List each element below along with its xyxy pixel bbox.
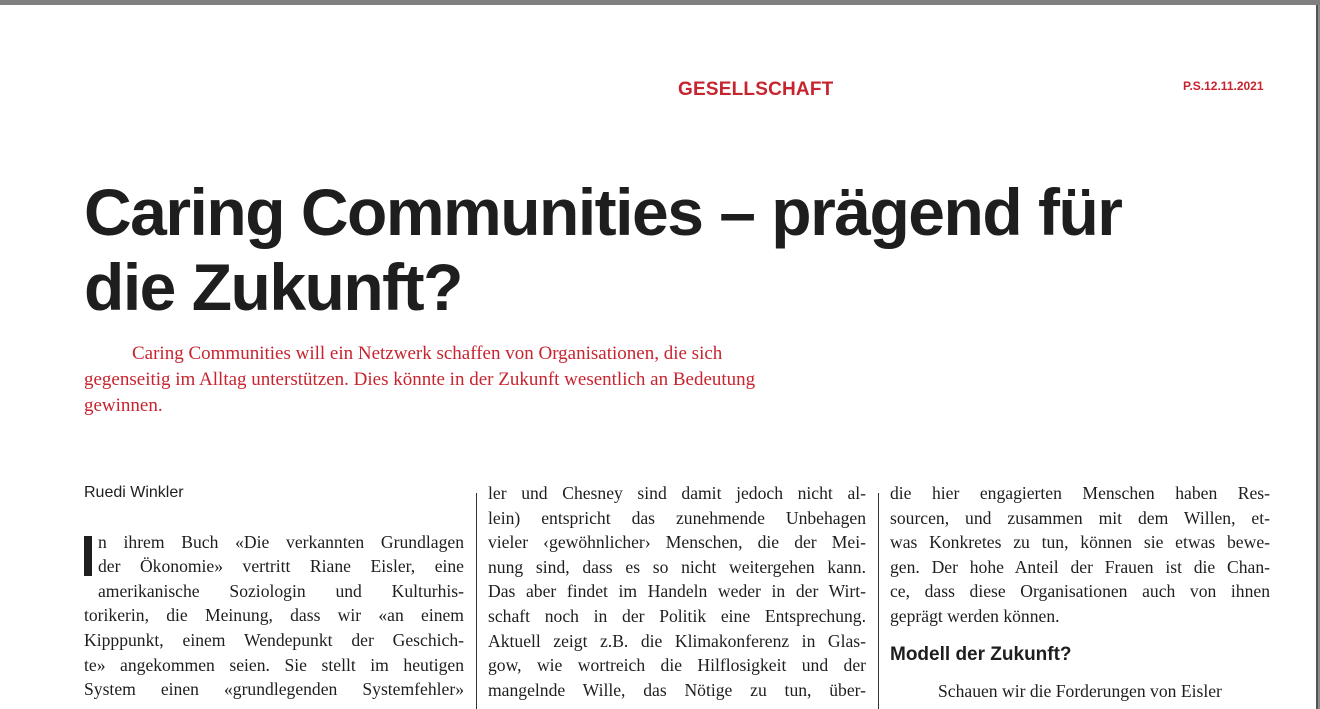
body-line: mangelnde Wille, das Nötige zu tun, über- (488, 679, 866, 700)
document-page (0, 5, 1318, 709)
first-paragraph (84, 530, 464, 702)
body-line: geprägt werden können. (890, 605, 1060, 626)
body-line: schaft noch in der Politik eine Entsprechung. (488, 605, 866, 626)
drop-initial (84, 536, 92, 576)
author-byline: Ruedi Winkler (84, 484, 184, 501)
lead-line: gegenseitig im Alltag unterstützen. Dies könnte in der Zukunft wesentlich an Bedeutung (84, 369, 756, 390)
headline (84, 175, 1264, 325)
body-line: gow, wie wortreich die Hilflosigkeit und der (488, 655, 866, 676)
issue-date: P.S.12.11.2021 (1183, 79, 1264, 93)
text-column-2 (488, 481, 866, 702)
body-line: amerikanische Soziologin und Kulturhis- (98, 580, 464, 601)
body-line: torikerin, die Meinung, dass wir «an einem (84, 605, 464, 626)
body-line: Schauen wir die Forderungen von Eisler (938, 681, 1222, 702)
subheading: Modell der Zukunft? (890, 643, 1072, 665)
body-line: sourcen, und zusammen mit dem Willen, et- (890, 507, 1270, 528)
body-line: Aktuell zeigt z.B. die Klimakonferenz in Glas- (488, 630, 866, 651)
body-line: te» angekommen seien. Sie stellt im heutigen (84, 654, 464, 675)
lead-line: gewinnen. (84, 395, 163, 416)
body-line: ler und Chesney sind damit jedoch nicht al- (488, 483, 866, 503)
section-label: GESELLSCHAFT (678, 79, 834, 100)
body-line: was Konkretes zu tun, können sie etwas bewe- (890, 532, 1270, 553)
lead-paragraph (84, 341, 864, 419)
text-column-3 (890, 481, 1270, 704)
body-line: lein) entspricht das zunehmende Unbehagen (488, 507, 866, 528)
body-line: ce, dass diese Organisationen auch von ihnen (890, 581, 1270, 602)
body-line: nung sind, dass es so nicht weitergehen kann. (488, 556, 866, 577)
body-line: Kipppunkt, einem Wendepunkt der Geschich- (84, 629, 464, 650)
body-line: die hier engagierten Menschen haben Res- (890, 483, 1270, 503)
body-line: vieler ‹gewöhnlicher› Menschen, die der Mei- (488, 532, 866, 553)
column-divider (476, 493, 477, 709)
column-divider (878, 493, 879, 709)
headline-line: Caring Communities – prägend für (84, 175, 1122, 249)
body-line: gen. Der hohe Anteil der Frauen ist die Chan- (890, 556, 1270, 577)
body-line: Das aber findet im Handeln weder in der Wirt- (488, 581, 866, 602)
body-line: System einen «grundlegenden Systemfehler» (84, 679, 464, 700)
body-line: der Ökonomie» vertritt Riane Eisler, eine (98, 556, 464, 577)
lead-line: Caring Communities will ein Netzwerk schaffen von Organisationen, die sich (132, 343, 723, 364)
text-column-1 (84, 481, 464, 702)
body-line: n ihrem Buch «Die verkannten Grundlagen (98, 531, 464, 552)
headline-line: die Zukunft? (84, 250, 462, 324)
